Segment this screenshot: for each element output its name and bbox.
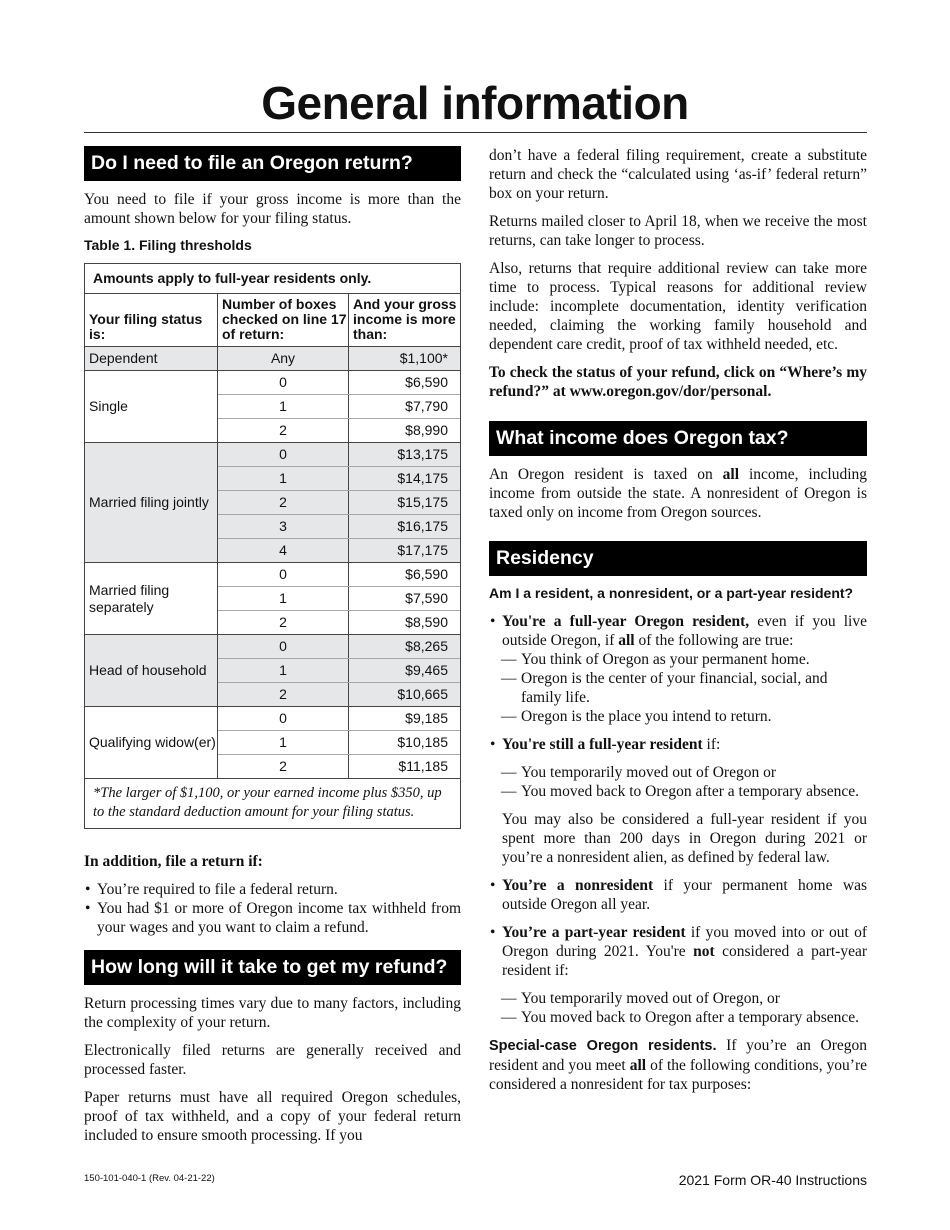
boxes-checked-cell: 0 — [218, 371, 349, 394]
table-row-group — [85, 347, 460, 371]
table-footnote: *The larger of $1,100, or your earned income plus $350, up to the standard deduction amount for your filing status. — [93, 785, 442, 820]
table-row — [218, 443, 460, 467]
boxes-checked-cell: 1 — [218, 467, 349, 490]
table-row — [218, 371, 460, 395]
header-filing-status: Your filing status is: — [85, 294, 218, 346]
gross-income-cell: $8,265 — [405, 638, 448, 654]
filing-status-cell: Married filing jointly — [85, 443, 218, 562]
table-row — [218, 395, 460, 419]
section-heading-residency: Residency — [489, 541, 867, 576]
boxes-checked-cell: 2 — [218, 611, 349, 634]
refund-paragraph-2: Electronically filed returns are generally received and processed faster. — [84, 1042, 461, 1078]
gross-income-cell: $7,790 — [405, 398, 448, 414]
boxes-checked-cell: 1 — [218, 659, 349, 682]
list-item: — You moved back to Oregon after a temporary absence. — [489, 782, 867, 801]
table-row — [218, 563, 460, 587]
table-row — [218, 347, 460, 370]
still-resident-conditions — [489, 763, 867, 801]
section-heading-refund-time: How long will it take to get my refund? — [84, 950, 461, 985]
residency-question: Am I a resident, a nonresident, or a part-year resident? — [489, 585, 854, 601]
table-row — [218, 515, 460, 539]
gross-income-cell: $10,665 — [397, 686, 448, 702]
boxes-checked-cell: Any — [218, 347, 349, 370]
boxes-checked-cell: 1 — [218, 587, 349, 610]
income-paragraph: An Oregon resident is taxed on all income, including income from outside the state. A nonresident of Oregon is taxed only on income from Oregon sources. — [489, 466, 867, 521]
gross-income-cell: $10,185 — [397, 734, 448, 750]
special-case-paragraph: Special-case Oregon residents. If you’re an Oregon resident and you meet all of the following conditions, you’re considered a nonresident for tax purposes: — [489, 1037, 868, 1093]
list-item: • You had $1 or more of Oregon income tax withheld from your wages and you want to claim a refund. — [84, 899, 461, 937]
form-title: 2021 Form OR-40 Instructions — [678, 1172, 867, 1188]
gross-income-cell: $16,175 — [397, 518, 448, 534]
refund-paragraph-3: Paper returns must have all required Oregon schedules, proof of tax withheld, and a copy of your federal return included to ensure smooth processing. If you — [84, 1089, 461, 1144]
table-row — [218, 539, 460, 562]
boxes-checked-cell: 2 — [218, 491, 349, 514]
list-item: • You're still a full-year resident if: — [489, 735, 867, 754]
gross-income-cell: $1,100* — [399, 350, 448, 366]
right-column — [489, 146, 867, 1094]
table-row — [218, 683, 460, 706]
list-item: • You're a full-year Oregon resident, even if you live outside Oregon, if all of the following are true: — [489, 612, 867, 650]
table-row-group — [85, 443, 460, 563]
filing-thresholds-table — [84, 263, 461, 829]
boxes-checked-cell: 0 — [218, 635, 349, 658]
gross-income-cell: $11,185 — [398, 758, 448, 774]
need-to-file-paragraph: You need to file if your gross income is more than the amount shown below for your filing status. — [84, 191, 461, 227]
table-row — [218, 491, 460, 515]
full-year-conditions — [489, 650, 867, 726]
list-item: — You temporarily moved out of Oregon or — [489, 763, 867, 782]
section-heading-need-to-file: Do I need to file an Oregon return? — [84, 146, 461, 181]
header-boxes-checked: Number of boxes checked on line 17 of return: — [218, 294, 349, 346]
boxes-checked-cell: 2 — [218, 683, 349, 706]
refund-status-paragraph: To check the status of your refund, click on “Where’s my refund?” at www.oregon.gov/dor/personal. — [489, 364, 867, 400]
table-title: Table 1. Filing thresholds — [84, 237, 252, 253]
list-item: • You’re a part-year resident if you moved into or out of Oregon during 2021. You're not considered a part-year resident if: — [489, 923, 867, 980]
list-item: — You moved back to Oregon after a temporary absence. — [489, 1008, 867, 1027]
table-row-group — [85, 371, 460, 443]
part-year-conditions — [489, 989, 867, 1027]
list-item: — You think of Oregon as your permanent home. — [489, 650, 867, 669]
gross-income-cell: $6,590 — [405, 566, 448, 582]
also-resident-paragraph: You may also be considered a full-year resident if you spent more than 200 days in Oregon during 2021 or you’re a nonresident alien, as defined by federal law. — [502, 811, 867, 866]
boxes-checked-cell: 2 — [218, 419, 349, 442]
gross-income-cell: $6,590 — [405, 374, 448, 390]
list-item: • You’re required to file a federal return. — [84, 880, 461, 899]
review-paragraph: Also, returns that require additional review can take more time to process. Typical reasons for additional review include: incomplete documentation, identity verification needed, claiming the working family household and dependent care credit, proof of tax withheld needed, etc. — [489, 260, 867, 353]
table-row — [218, 611, 460, 634]
table-row-group — [85, 707, 460, 779]
gross-income-cell: $9,185 — [405, 710, 448, 726]
boxes-checked-cell: 4 — [218, 539, 349, 562]
table-row — [218, 419, 460, 442]
filing-status-cell: Qualifying widow(er) — [85, 707, 218, 778]
boxes-checked-cell: 0 — [218, 707, 349, 730]
part-year-bullet — [489, 923, 867, 980]
title-divider — [84, 132, 867, 133]
filing-status-cell: Dependent — [85, 347, 218, 370]
table-row — [218, 467, 460, 491]
boxes-checked-cell: 1 — [218, 731, 349, 754]
table-caption: Amounts apply to full-year residents only. — [85, 264, 460, 294]
section-heading-income: What income does Oregon tax? — [489, 421, 867, 456]
table-row-group — [85, 563, 460, 635]
gross-income-cell: $13,175 — [397, 446, 448, 462]
header-gross-income: And your gross income is more than: — [353, 296, 457, 342]
filing-status-cell: Married filing separately — [85, 563, 218, 634]
list-item: — Oregon is the place you intend to return. — [489, 707, 867, 726]
gross-income-cell: $8,590 — [405, 614, 448, 630]
list-item: — Oregon is the center of your financial, social, and family life. — [489, 669, 867, 707]
refund-paragraph-1: Return processing times vary due to many factors, including the complexity of your return. — [84, 995, 461, 1031]
boxes-checked-cell: 0 — [218, 563, 349, 586]
filing-status-cell: Head of household — [85, 635, 218, 706]
table-body — [85, 347, 460, 779]
gross-income-cell: $7,590 — [405, 590, 448, 606]
continued-paragraph: don’t have a federal filing requirement, create a substitute return and check the “calculated using ‘as-if’ federal return” box on your return. — [489, 147, 867, 202]
full-year-bullet — [489, 612, 867, 650]
gross-income-cell: $17,175 — [397, 542, 448, 558]
addition-heading: In addition, file a return if: — [84, 853, 263, 870]
gross-income-cell: $9,465 — [405, 662, 448, 678]
gross-income-cell: $14,175 — [397, 470, 448, 486]
left-column — [84, 146, 461, 1145]
table-row — [218, 635, 460, 659]
list-item: • You’re a nonresident if your permanent home was outside Oregon all year. — [489, 876, 867, 914]
table-row — [218, 731, 460, 755]
nonresident-bullet — [489, 876, 867, 914]
list-item: — You temporarily moved out of Oregon, or — [489, 989, 867, 1008]
boxes-checked-cell: 0 — [218, 443, 349, 466]
boxes-checked-cell: 3 — [218, 515, 349, 538]
table-header-row — [85, 294, 460, 347]
boxes-checked-cell: 2 — [218, 755, 349, 778]
addition-list — [84, 880, 461, 937]
boxes-checked-cell: 1 — [218, 395, 349, 418]
table-row — [218, 659, 460, 683]
page-title: General information — [261, 77, 689, 129]
april-paragraph: Returns mailed closer to April 18, when we receive the most returns, can take longer to process. — [489, 213, 867, 249]
table-row — [218, 707, 460, 731]
table-row — [218, 755, 460, 778]
form-number: 150-101-040-1 (Rev. 04-21-22) — [84, 1173, 215, 1184]
gross-income-cell: $8,990 — [405, 422, 448, 438]
table-row — [218, 587, 460, 611]
still-resident-bullet — [489, 735, 867, 754]
filing-status-cell: Single — [85, 371, 218, 442]
gross-income-cell: $15,175 — [397, 494, 448, 510]
table-row-group — [85, 635, 460, 707]
